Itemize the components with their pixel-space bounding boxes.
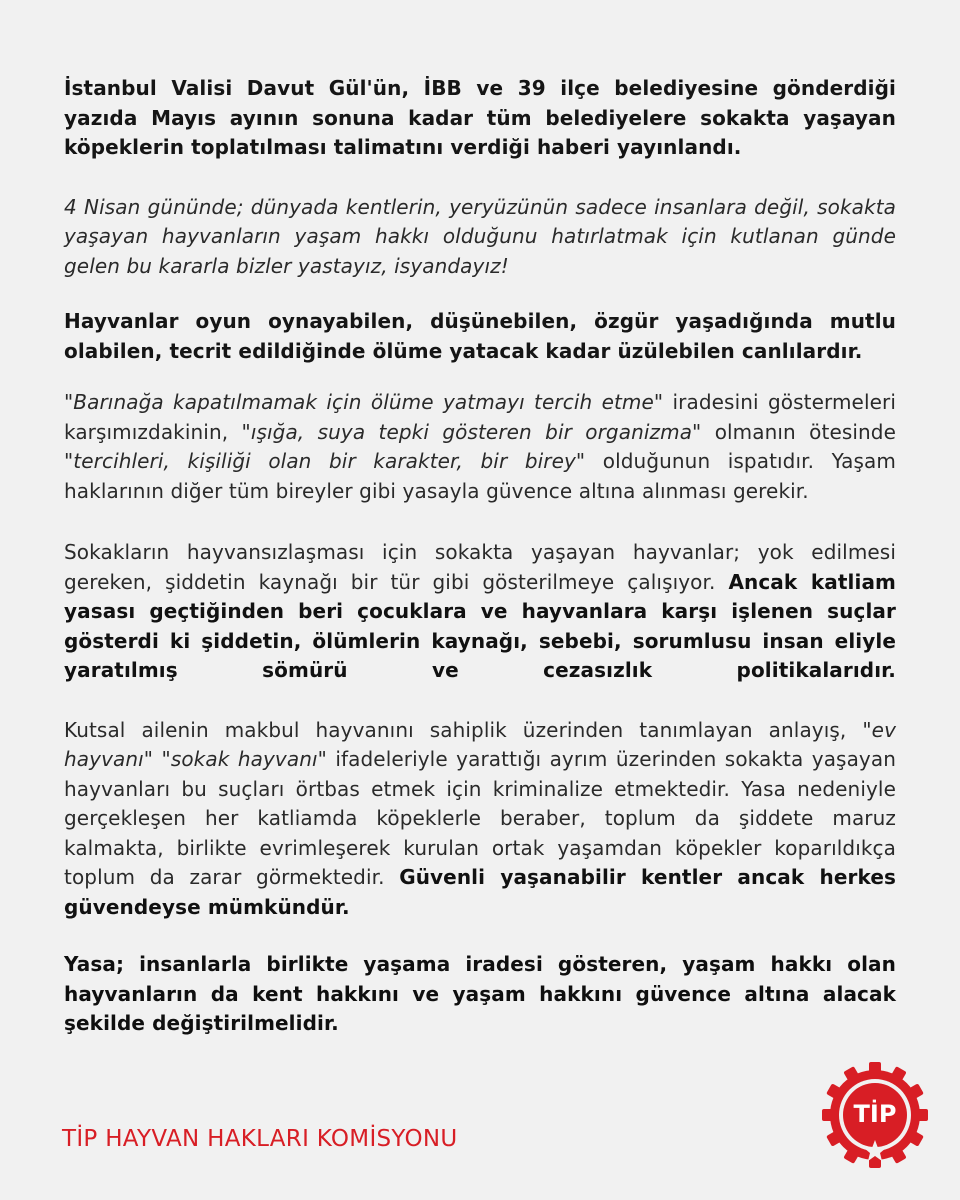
paragraph-1-text: İstanbul Valisi Davut Gül'ün, İBB ve 39 ilçe belediyesine gönderdiği yazıda Mayıs ayının sonuna kadar tüm belediyelere sokakta yaşayan köpeklerin toplatılması talimatını verdiği haberi yayınlandı.: [64, 76, 896, 159]
statement-body: [64, 74, 896, 1069]
paragraph-6-text-2: ifadeleriyle yarattığı ayrım üzerinden sokakta yaşayan hayvanları bu suçları örtbas etmek için kriminalize etmektedir. Yasa nedeniyle gerçekleşen her katliamda köpeklerle beraber, toplum da şiddete maruz kalmakta, birlikte evrimleşerek kurulan ortak yaşamdan köpekler koparıldıkça toplum da zarar görmektedir.: [64, 747, 896, 889]
paragraph-4-quote-3: "tercihleri, kişiliği olan bir karakter, bir birey": [64, 449, 586, 473]
tip-logo-icon: [820, 1060, 930, 1170]
paragraph-7: [64, 950, 896, 1039]
paragraph-5-text: Sokakların hayvansızlaşması için sokakta yaşayan hayvanlar; yok edilmesi gereken, şiddetin kaynağı bir tür gibi gösterilmeye çalışıyor.: [64, 540, 896, 594]
commission-name: TİP HAYVAN HAKLARI KOMİSYONU: [62, 1126, 458, 1152]
paragraph-2-text: 4 Nisan gününde; dünyada kentlerin, yeryüzünün sadece insanlara değil, sokakta yaşayan hayvanların yaşam hakkı olduğunu hatırlatmak için kutlanan günde gelen bu kararla bizler yastayız, isyandayız!: [64, 194, 896, 278]
paragraph-4-text-2: olmanın ötesinde: [701, 419, 897, 444]
paragraph-4-quote-1: "Barınağa kapatılmamak için ölüme yatmayı tercih etme": [64, 390, 664, 414]
paragraph-4-text-1: iradesini göstermeleri karşımızdakinin,: [64, 390, 896, 444]
paragraph-4: [64, 388, 896, 506]
logo-text: TİP: [853, 1100, 897, 1128]
paragraph-3: [64, 307, 896, 366]
paragraph-4-quote-2: "ışığa, suya tepki gösteren bir organizma": [241, 419, 702, 444]
paragraph-5: [64, 538, 896, 686]
paragraph-5-bold-text: Ancak katliam yasası geçtiğinden beri çocuklara ve hayvanlara karşı işlenen suçlar gösterdi ki şiddetin, ölümlerin kaynağı, sebebi, sorumlusu insan eliyle yaratılmış sömürü ve cezasızlık politikalarıdır.: [64, 569, 896, 682]
paragraph-7-text: Yasa; insanlarla birlikte yaşama iradesi gösteren, yaşam hakkı olan hayvanların da kent hakkını ve yaşam hakkını güvence altına alacak şekilde değiştirilmelidir.: [64, 952, 896, 1035]
paragraph-6-quote: "ev hayvanı" "sokak hayvanı": [64, 717, 896, 771]
paragraph-3-text: Hayvanlar oyun oynayabilen, düşünebilen, özgür yaşadığında mutlu olabilen, tecrit edildiğinde ölüme yatacak kadar üzülebilen canlılardır.: [64, 309, 896, 363]
paragraph-6-text-1: Kutsal ailenin makbul hayvanını sahiplik üzerinden tanımlayan anlayış,: [64, 717, 863, 742]
paragraph-2: [64, 193, 896, 282]
paragraph-4-text-3: olduğunun ispatıdır. Yaşam haklarının diğer tüm bireyler gibi yasayla güvence altına alınması gerekir.: [64, 449, 896, 503]
paragraph-1: [64, 74, 896, 163]
paragraph-6-bold-text: Güvenli yaşanabilir kentler ancak herkes güvendeyse mümkündür.: [64, 865, 896, 919]
paragraph-6: [64, 716, 896, 923]
